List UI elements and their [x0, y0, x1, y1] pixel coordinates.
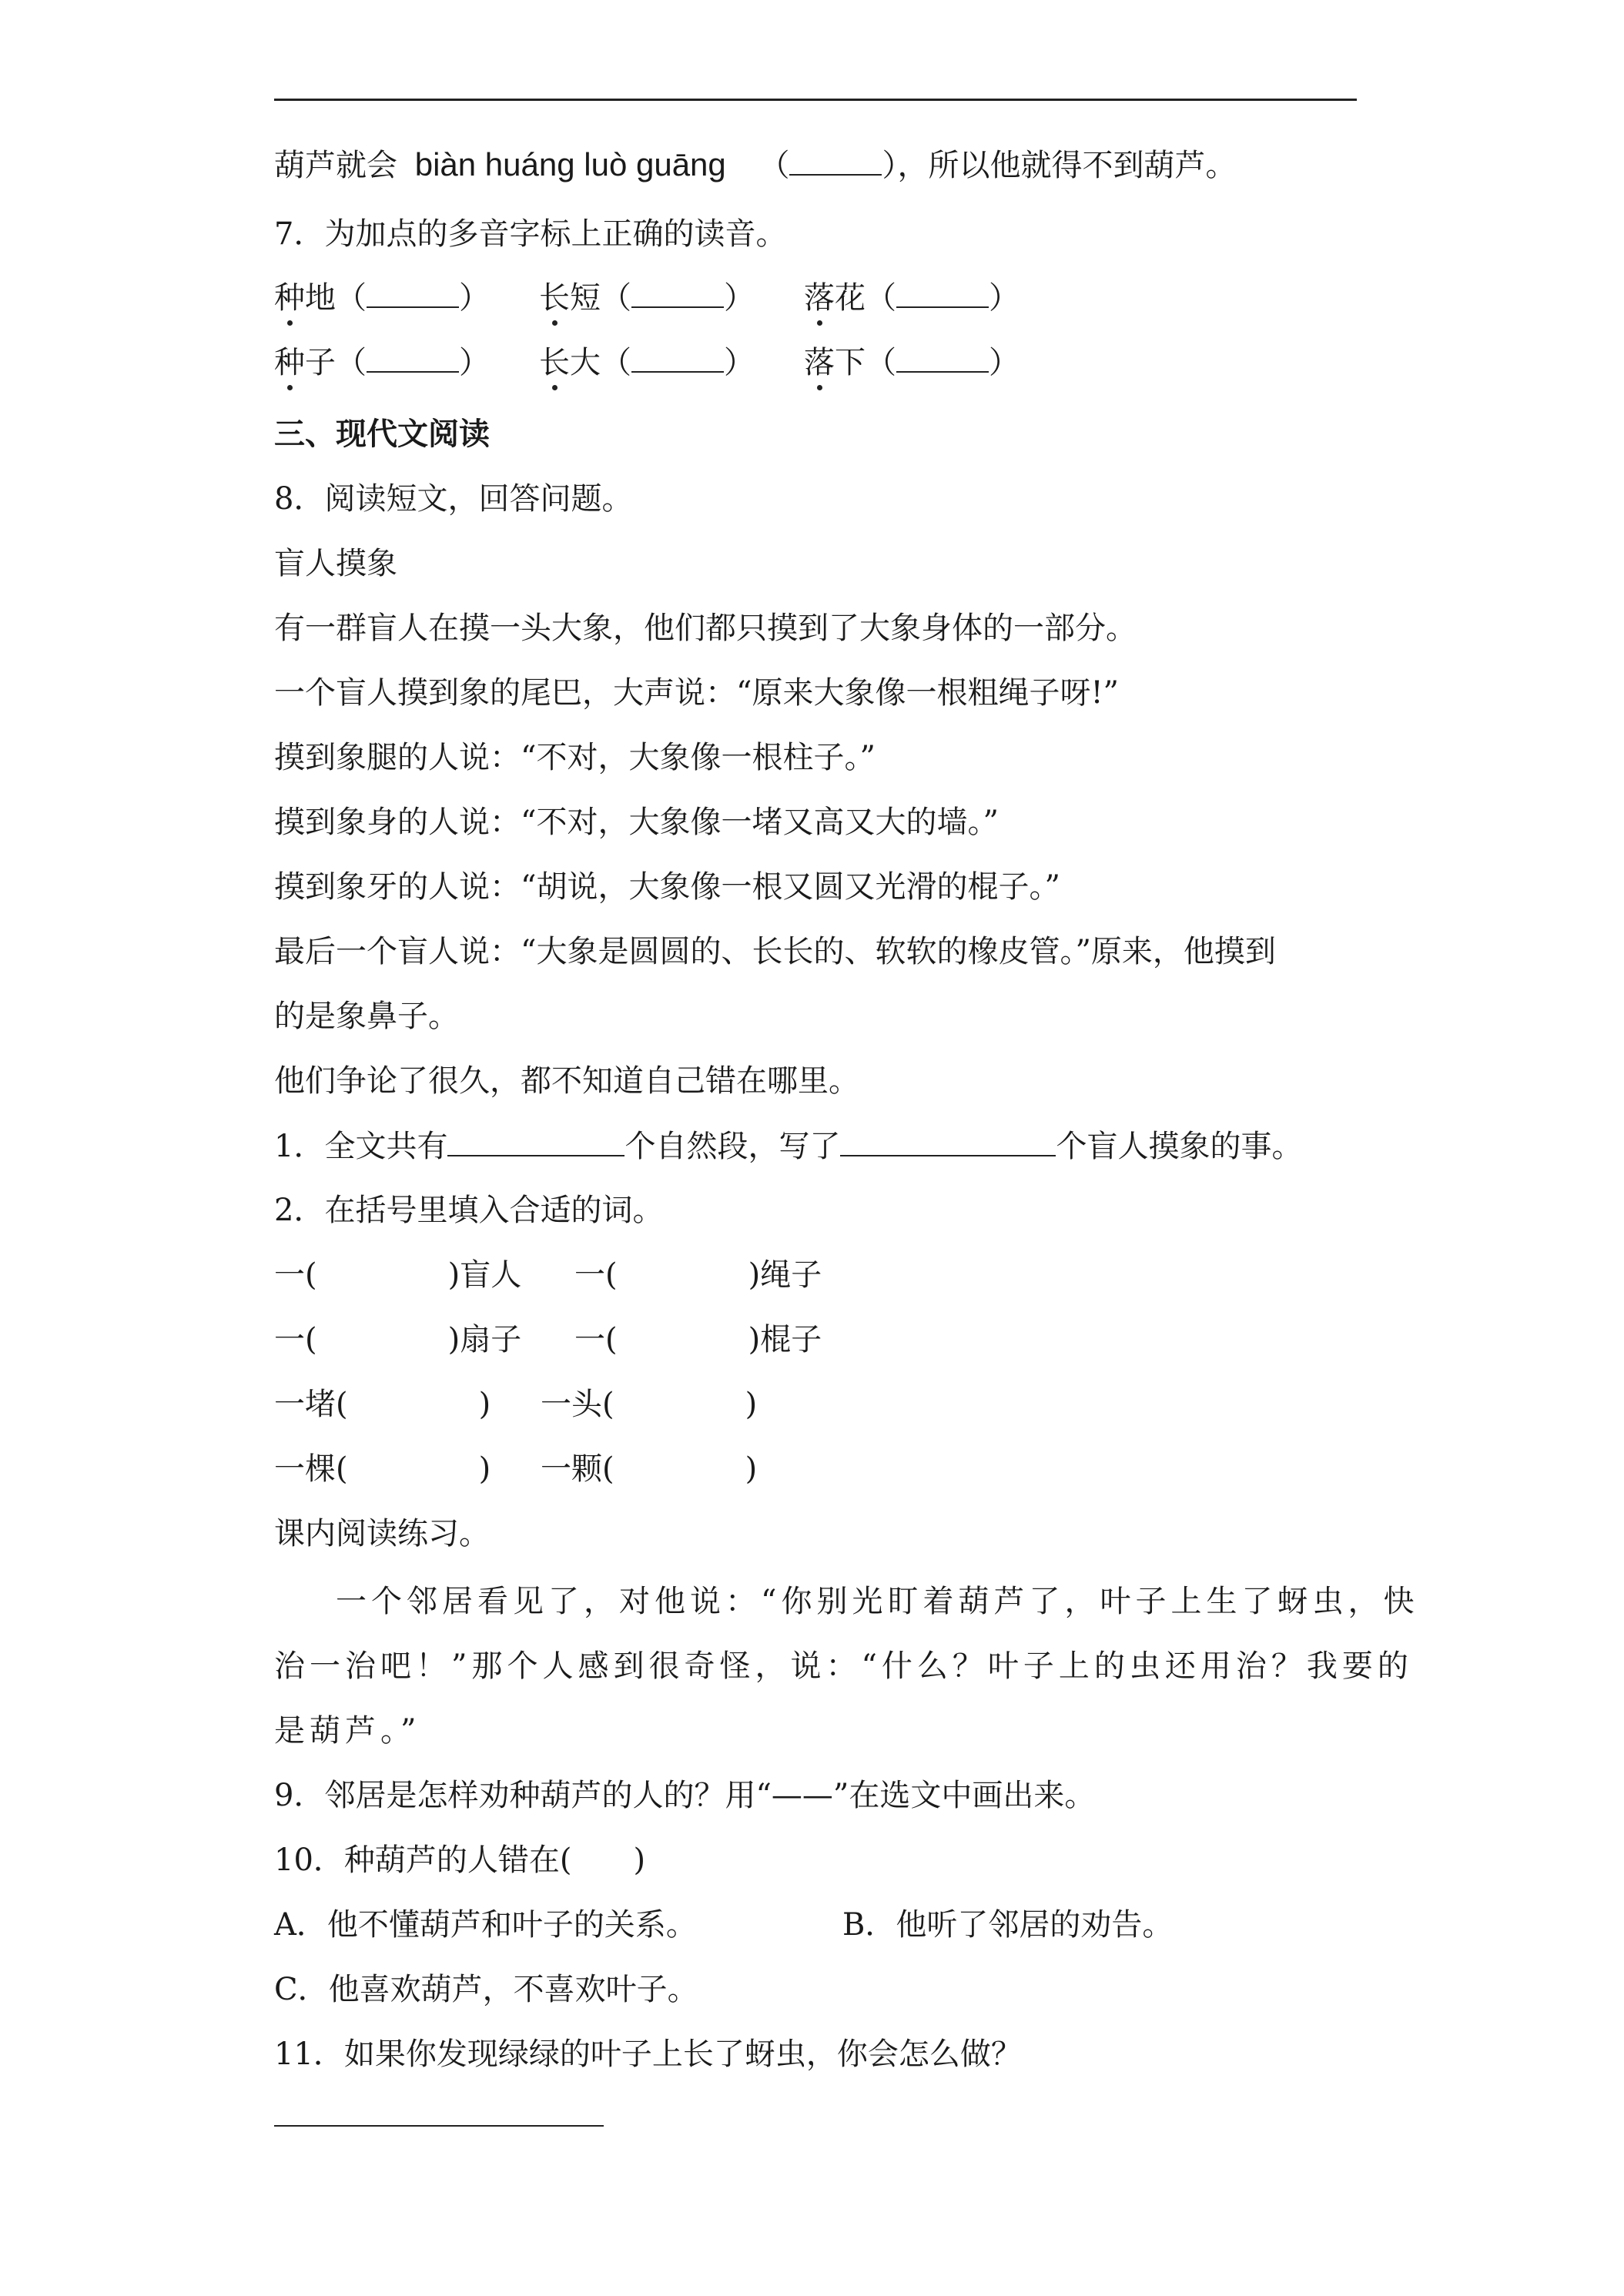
- footnote-rule: [274, 2125, 604, 2127]
- measure-word-row: [274, 1321, 890, 1358]
- q7-answer-blank[interactable]: [367, 343, 459, 373]
- q9-text: 9．邻居是怎样劝种葫芦的人的？用“——”在选文中画出来。: [274, 1778, 1096, 1813]
- q7-item: [539, 279, 755, 316]
- measure-word-suffix: )盲人: [447, 1257, 522, 1293]
- measure-word-prefix: 一颗(: [541, 1451, 614, 1487]
- section-heading: 三、现代文阅读: [274, 416, 490, 452]
- q6-tail-line: [274, 146, 1236, 183]
- measure-word-row: [274, 1386, 890, 1423]
- measure-word-suffix: )绳子: [748, 1257, 822, 1293]
- q7-item-rest: 地: [305, 280, 336, 316]
- dotted-char: 种: [274, 280, 305, 316]
- passage-paragraph: 摸到象腿的人说：“不对，大象像一根柱子。”: [274, 740, 876, 775]
- measure-word-suffix: ): [745, 1387, 758, 1422]
- q7-row-1: [274, 279, 1352, 316]
- q7-answer-blank[interactable]: [896, 343, 989, 373]
- q6-answer-blank[interactable]: [789, 146, 882, 176]
- q10-text: 10．种葫芦的人错在( ): [274, 1842, 646, 1878]
- q7-close: ）: [989, 280, 1020, 316]
- option-b[interactable]: B．他听了邻居的劝告。: [842, 1907, 1174, 1943]
- measure-word-prefix: 一头(: [541, 1387, 614, 1422]
- passage-paragraph: 摸到象牙的人说：“胡说，大象像一根又圆又光滑的棍子。”: [274, 869, 1060, 905]
- q6-pinyin: biàn huáng luò guāng: [414, 146, 726, 182]
- q7-answer-blank[interactable]: [631, 279, 724, 308]
- dotted-char: 落: [804, 280, 835, 316]
- q7-item-rest: 花: [835, 280, 866, 316]
- passage-paragraph: 的是象鼻子。: [274, 999, 459, 1034]
- passage-title: 盲人摸象: [274, 546, 397, 581]
- measure-word-suffix: ): [745, 1451, 758, 1487]
- q7-open: （: [601, 280, 631, 316]
- blind-men-count-blank[interactable]: [840, 1127, 1056, 1156]
- measure-word-prefix: 一(: [274, 1322, 317, 1357]
- option-a[interactable]: A．他不懂葫芦和叶子的关系。: [274, 1907, 697, 1943]
- measure-word-item: [274, 1386, 491, 1423]
- q8-prompt: 8．阅读短文，回答问题。: [274, 481, 633, 517]
- header-rule: [274, 99, 1357, 101]
- q7-open: （: [866, 345, 896, 380]
- q6-open: （: [758, 148, 790, 183]
- option-c[interactable]: C．他喜欢葫芦，不喜欢叶子。: [274, 1972, 698, 2007]
- measure-word-item: [574, 1321, 822, 1358]
- passage-paragraph: 一个盲人摸到象的尾巴，大声说：“原来大象像一根粗绳子呀!”: [274, 675, 1119, 711]
- measure-word-item: [541, 1451, 757, 1488]
- dotted-char: 长: [539, 280, 570, 316]
- reading-intro: 课内阅读练习。: [274, 1516, 490, 1551]
- passage-line: 治一治吧！”那个人感到很奇怪，说：“什么？叶子上的虫还用治？我要的: [274, 1648, 1413, 1684]
- q7-close: ）: [989, 345, 1020, 380]
- q7-close: ）: [459, 345, 490, 380]
- q7-answer-blank[interactable]: [896, 279, 989, 308]
- passage-paragraph: 他们争论了很久，都不知道自己错在哪里。: [274, 1063, 859, 1099]
- dotted-char: 落: [804, 345, 835, 380]
- q7-open: （: [601, 345, 631, 380]
- q8-sub2-prompt: 2．在括号里填入合适的词。: [274, 1193, 664, 1228]
- measure-word-suffix: ): [478, 1387, 491, 1422]
- q7-close: ）: [724, 280, 755, 316]
- passage-paragraph: 有一群盲人在摸一头大象，他们都只摸到了大象身体的一部分。: [274, 611, 1137, 646]
- measure-word-item: [274, 1321, 521, 1358]
- q6-close: ），所以他就得不到葫芦。: [882, 148, 1237, 183]
- measure-word-prefix: 一棵(: [274, 1451, 348, 1487]
- q7-close: ）: [724, 345, 755, 380]
- measure-word-prefix: 一(: [574, 1322, 618, 1357]
- q7-close: ）: [459, 280, 490, 316]
- q8-sub1-text: 个盲人摸象的事。: [1056, 1129, 1303, 1164]
- q7-item: [804, 343, 1020, 381]
- passage-line: 一个邻居看见了，对他说：“你别光盯着葫芦了，叶子上生了蚜虫，快: [336, 1584, 1419, 1619]
- measure-word-suffix: ): [478, 1451, 491, 1487]
- q10-options-row: [274, 1906, 1352, 1943]
- q7-item: [539, 343, 755, 381]
- q8-sub1: [274, 1127, 1302, 1164]
- q7-item: [274, 279, 490, 316]
- measure-word-row: [274, 1257, 890, 1294]
- measure-word-item: [574, 1257, 822, 1294]
- q11-text: 11．如果你发现绿绿的叶子上长了蚜虫，你会怎么做？: [274, 2037, 1022, 2072]
- passage-paragraph: 最后一个盲人说：“大象是圆圆的、长长的、软软的橡皮管。”原来，他摸到: [274, 934, 1276, 969]
- q7-item-rest: 大: [570, 345, 601, 380]
- q7-answer-blank[interactable]: [367, 279, 459, 308]
- q7-item: [804, 279, 1020, 316]
- q7-open: （: [866, 280, 896, 316]
- measure-word-prefix: 一堵(: [274, 1387, 348, 1422]
- q7-item-rest: 下: [835, 345, 866, 380]
- measure-word-suffix: )棍子: [748, 1322, 822, 1357]
- dotted-char: 长: [539, 345, 570, 380]
- q7-open: （: [336, 280, 367, 316]
- q7-open: （: [336, 345, 367, 380]
- measure-word-item: [274, 1257, 521, 1294]
- q8-sub1-text: 1．全文共有: [274, 1129, 448, 1164]
- q8-sub1-text: 个自然段，写了: [624, 1129, 841, 1164]
- q7-row-2: [274, 343, 1352, 380]
- measure-word-prefix: 一(: [274, 1257, 317, 1293]
- q7-prompt: 7．为加点的多音字标上正确的读音。: [274, 216, 787, 252]
- measure-word-prefix: 一(: [574, 1257, 618, 1293]
- q7-item-rest: 子: [305, 345, 336, 380]
- q6-prefix: 葫芦就会: [274, 148, 397, 183]
- measure-word-suffix: )扇子: [447, 1322, 522, 1357]
- measure-word-item: [274, 1451, 491, 1488]
- measure-word-row: [274, 1451, 890, 1488]
- paragraph-count-blank[interactable]: [447, 1127, 624, 1156]
- measure-word-item: [541, 1386, 757, 1423]
- dotted-char: 种: [274, 345, 305, 380]
- q7-item-rest: 短: [570, 280, 601, 316]
- q7-item: [274, 343, 490, 381]
- passage-line: 是葫芦。”: [274, 1713, 421, 1749]
- passage-paragraph: 摸到象身的人说：“不对，大象像一堵又高又大的墙。”: [274, 805, 999, 840]
- q7-answer-blank[interactable]: [631, 343, 724, 373]
